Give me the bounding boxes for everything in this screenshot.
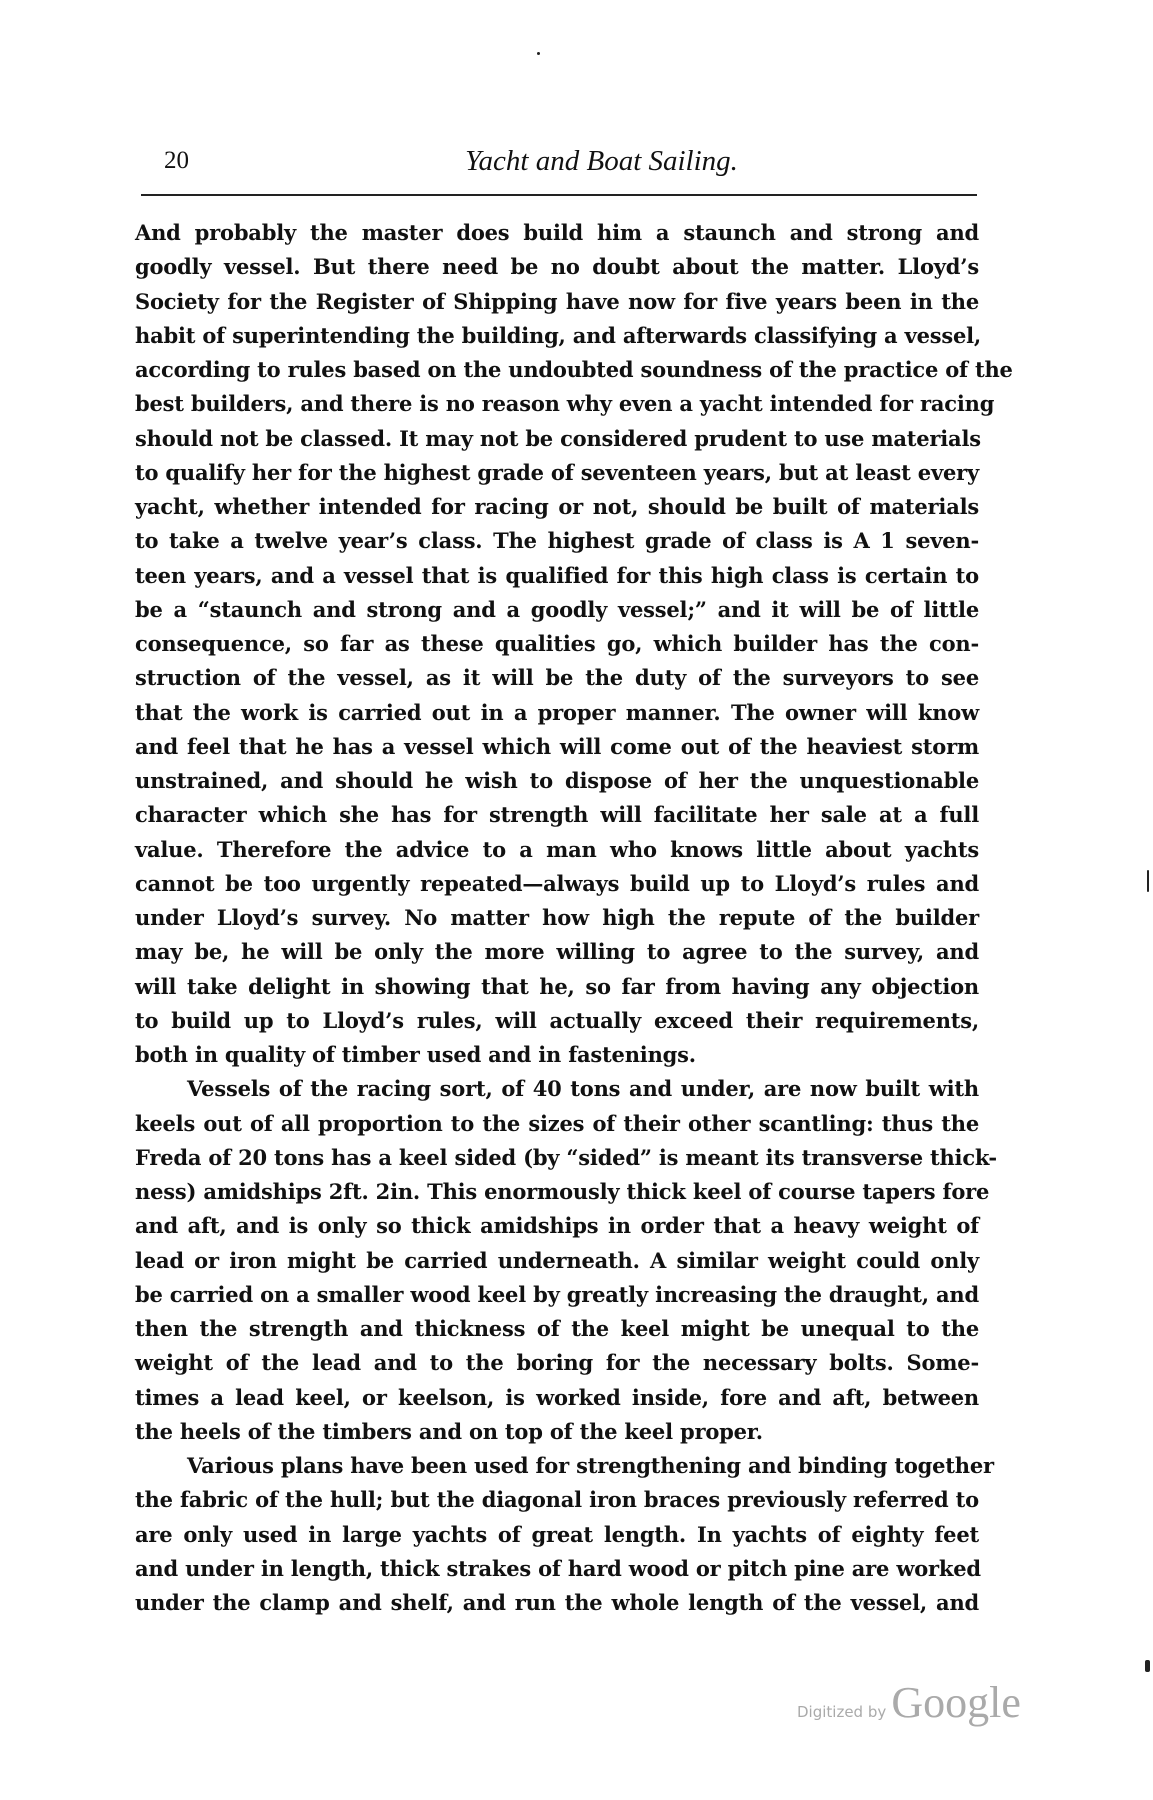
text-line: cannot be too urgently repeated—always build up to Lloyd’s rules and — [135, 870, 979, 896]
text-line: struction of the vessel, as it will be the duty of the surveyors to see — [135, 665, 979, 691]
text-line: Vessels of the racing sort, of 40 tons and under, are now built with — [187, 1076, 979, 1102]
text-line: the heels of the timbers and on top of the keel proper. — [135, 1418, 763, 1444]
text-line: to take a twelve year’s class. The highest grade of class is A 1 seven- — [135, 528, 979, 554]
text-line: times a lead keel, or keelson, is worked inside, fore and aft, between — [135, 1384, 979, 1410]
text-line: Society for the Register of Shipping have now for five years been in the — [135, 288, 979, 314]
text-line: and feel that he has a vessel which will come out of the heaviest storm — [135, 733, 979, 759]
text-line: Various plans have been used for strengthening and binding together — [187, 1453, 994, 1478]
text-line: both in quality of timber used and in fastenings. — [135, 1042, 696, 1067]
text-line: that the work is carried out in a proper manner. The owner will know — [135, 699, 979, 725]
text-line: yacht, whether intended for racing or not, should be built of materials — [135, 494, 979, 519]
text-line: goodly vessel. But there need be no doubt about the matter. Lloyd’s — [135, 254, 979, 280]
text-line: and under in length, thick strakes of hard wood or pitch pine are worked — [135, 1555, 981, 1581]
text-line: weight of the lead and to the boring for the necessary bolts. Some- — [135, 1350, 979, 1376]
text-line: under Lloyd’s survey. No matter how high the repute of the builder — [135, 905, 979, 930]
body-text — [135, 216, 1013, 1620]
text-line: teen years, and a vessel that is qualified for this high class is certain to — [135, 562, 979, 588]
text-line: best builders, and there is no reason why even a yacht intended for racing — [135, 391, 995, 417]
text-line: according to rules based on the undoubted soundness of the practice of the — [135, 357, 1013, 382]
text-line: Freda of 20 tons has a keel sided (by “sided” is meant its transverse thick- — [135, 1144, 997, 1170]
text-line: lead or iron might be carried underneath. A similar weight could only — [135, 1247, 979, 1273]
text-line: under the clamp and shelf, and run the whole length of the vessel, and — [135, 1590, 979, 1615]
text-line: will take delight in showing that he, so far from having any objection — [135, 973, 979, 999]
running-title: Yacht and Boat Sailing. — [465, 145, 738, 177]
text-line: be a “staunch and strong and a goodly vessel;” and it will be of little — [135, 596, 979, 622]
text-line: the fabric of the hull; but the diagonal iron braces previously referred to — [135, 1487, 979, 1513]
text-line: consequence, so far as these qualities go, which builder has the con- — [135, 631, 979, 656]
speck — [1145, 1660, 1150, 1672]
text-line: unstrained, and should he wish to dispose of her the unquestionable — [135, 768, 979, 793]
watermark-prefix: Digitized by — [797, 1703, 887, 1721]
text-line: And probably the master does build him a staunch and strong and — [135, 220, 979, 245]
text-line: are only used in large yachts of great length. In yachts of eighty feet — [135, 1521, 979, 1547]
speck — [1147, 870, 1149, 892]
text-line: to build up to Lloyd’s rules, will actually exceed their requirements, — [135, 1007, 979, 1033]
text-line: and aft, and is only so thick amidships in order that a heavy weight of — [135, 1213, 979, 1239]
header-rule — [141, 194, 977, 196]
text-line: character which she has for strength will facilitate her sale at a full — [135, 802, 979, 828]
text-line: value. Therefore the advice to a man who knows little about yachts — [135, 836, 979, 862]
google-watermark — [797, 1677, 1021, 1728]
text-line: ness) amidships 2ft. 2in. This enormously thick keel of course tapers fore — [135, 1179, 990, 1204]
text-line: habit of superintending the building, and afterwards classifying a vessel, — [135, 322, 982, 348]
text-line: then the strength and thickness of the keel might be unequal to the — [135, 1316, 979, 1341]
speck — [537, 52, 540, 55]
text-line: to qualify her for the highest grade of seventeen years, but at least every — [135, 459, 979, 485]
text-line: may be, he will be only the more willing to agree to the survey, and — [135, 939, 979, 965]
text-line: keels out of all proportion to the sizes of their other scantling: thus the — [135, 1110, 979, 1136]
watermark-logo: Google — [891, 1678, 1021, 1727]
text-line: should not be classed. It may not be considered prudent to use materials — [135, 425, 981, 451]
page-number: 20 — [164, 147, 189, 174]
text-line: be carried on a smaller wood keel by greatly increasing the draught, and — [135, 1281, 979, 1307]
